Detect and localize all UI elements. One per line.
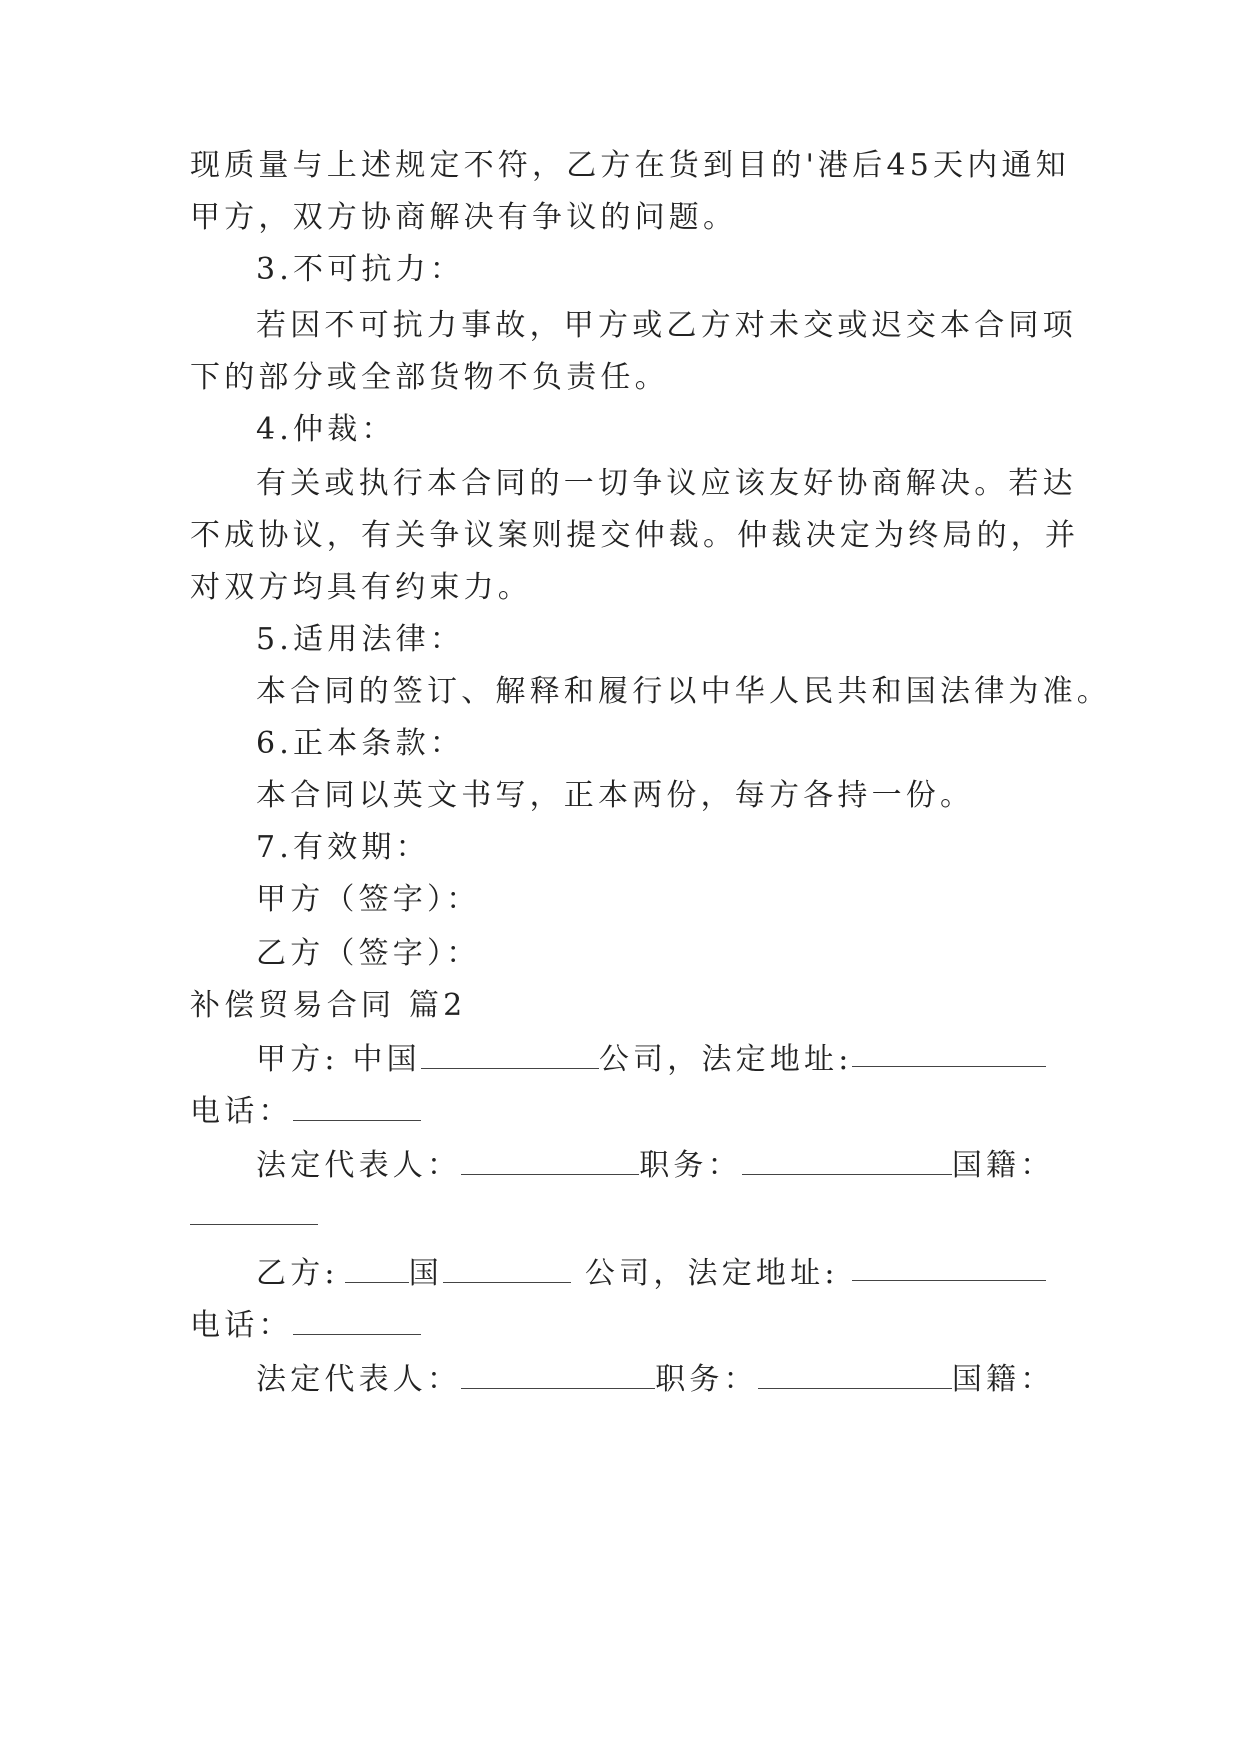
party-a-label: 甲方: 中国 — [256, 1042, 421, 1077]
clause-heading-original-text: 6.正本条款： — [256, 726, 465, 761]
party-b-phone-blank — [293, 1308, 421, 1335]
paragraph-line: 甲方，双方协商解决有争议的问题。 — [190, 200, 738, 235]
party-b-rep-blank — [461, 1362, 655, 1389]
party-b-rep-line — [256, 1360, 1054, 1400]
paragraph-line: 不成协议，有关争议案则提交仲裁。仲裁决定为终局的，并 — [190, 518, 1080, 553]
party-a-rep-blank — [461, 1148, 639, 1175]
party-b-name-blank — [443, 1256, 571, 1283]
party-a-position-blank — [742, 1148, 952, 1175]
party-a-nationality-blank — [190, 1198, 318, 1225]
clause-heading-validity: 7.有效期： — [256, 830, 430, 865]
paragraph-line: 若因不可抗力事故，甲方或乙方对未交或迟交本合同项 — [256, 308, 1077, 343]
clause-heading-force-majeure: 3.不可抗力： — [256, 252, 465, 287]
clause-heading-arbitration: 4.仲裁： — [256, 412, 396, 447]
party-a-rep-label: 法定代表人： — [256, 1148, 462, 1183]
party-b-position-label: 职务： — [655, 1362, 758, 1397]
paragraph-line: 本合同的签订、解释和履行以中华人民共和国法律为准。 — [256, 674, 1111, 709]
party-b-phone-line — [190, 1306, 421, 1346]
party-a-name-blank — [421, 1042, 599, 1069]
paragraph-line: 现质量与上述规定不符，乙方在货到目的'港后45天内通知 — [190, 148, 1070, 183]
party-b-phone-label: 电话： — [190, 1308, 293, 1343]
party-b-nationality-label: 国籍： — [951, 1362, 1055, 1397]
party-b-position-blank — [758, 1362, 952, 1389]
party-a-rep-line — [256, 1146, 1054, 1186]
paragraph-line: 对双方均具有约束力。 — [190, 570, 532, 605]
party-a-address-blank — [852, 1040, 1046, 1067]
party-b-address-blank — [852, 1254, 1046, 1281]
clause-heading-applicable-law: 5.适用法律： — [256, 622, 465, 657]
party-b-signature: 乙方（签字）： — [256, 936, 481, 971]
party-a-line — [256, 1040, 853, 1080]
section-title: 补偿贸易合同 篇2 — [190, 988, 467, 1023]
party-a-phone-blank — [293, 1094, 421, 1121]
party-b-country-blank — [345, 1256, 409, 1283]
party-a-signature: 甲方（签字）： — [256, 882, 481, 917]
party-a-phone-label: 电话： — [190, 1094, 293, 1129]
paragraph-line: 有关或执行本合同的一切争议应该友好协商解决。若达 — [256, 466, 1077, 501]
party-b-country-label: 国 — [408, 1256, 443, 1291]
party-b-company-label: 公司，法定地址: — [584, 1256, 839, 1291]
party-a-position-label: 职务： — [639, 1148, 742, 1183]
party-b-line — [256, 1254, 839, 1294]
paragraph-line: 本合同以英文书写，正本两份，每方各持一份。 — [256, 778, 975, 813]
paragraph-line: 下的部分或全部货物不负责任。 — [190, 360, 669, 395]
party-b-label: 乙方: — [256, 1256, 339, 1291]
party-a-phone-line — [190, 1092, 421, 1132]
party-b-rep-label: 法定代表人： — [256, 1362, 462, 1397]
party-a-nationality-label: 国籍： — [951, 1148, 1055, 1183]
party-a-company-label: 公司，法定地址: — [598, 1042, 853, 1077]
